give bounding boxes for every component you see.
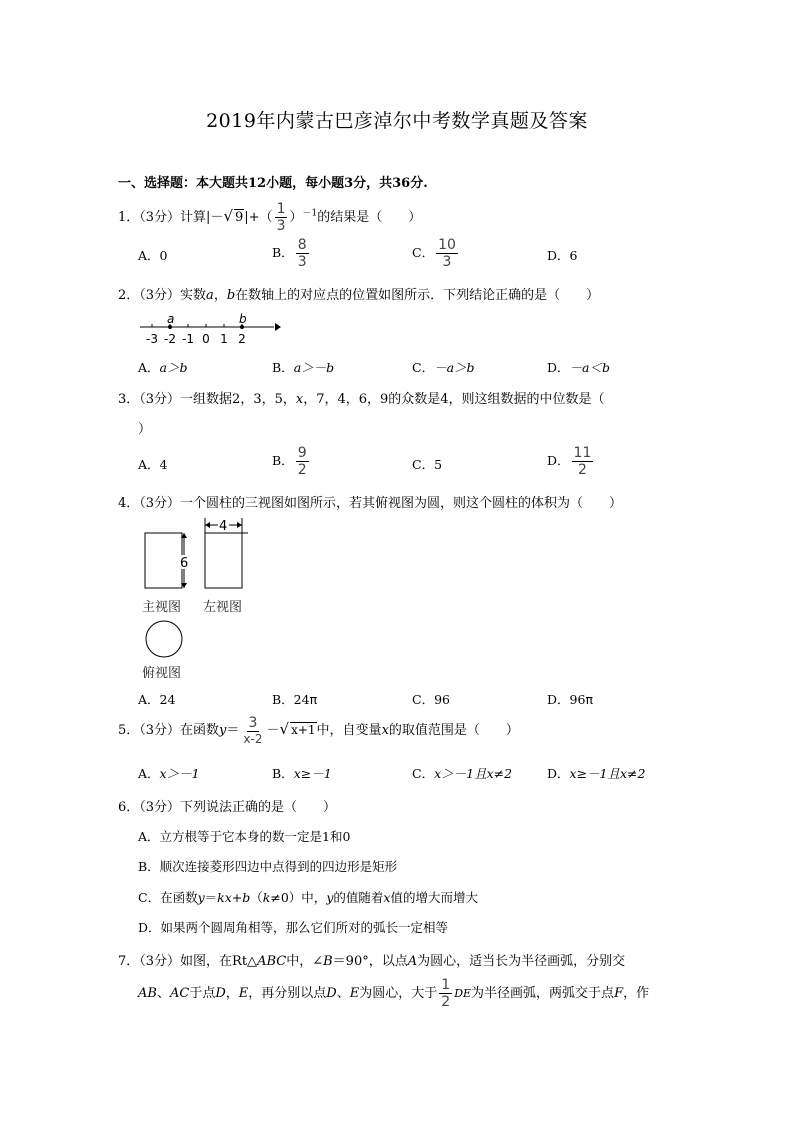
q2-option-a: A．a＞b [138,360,188,375]
q2-option-c: C．－a＞b [412,360,475,375]
q1-option-d: D．6 [547,248,578,263]
question-2-stem: 2．（3分）实数a，b在数轴上的对应点的位置如图所示．下列结论正确的是（ ） [118,288,600,303]
q6-option-d: D．如果两个圆周角相等，那么它们所对的弧长一定相等 [138,920,449,935]
q3-option-d: D． $\frac{11}{2}$ [547,445,592,478]
question-6-stem: 6．（3分）下列说法正确的是（ ） [118,800,337,815]
question-5-stem: 5．（3分）在函数y＝ $\frac{3}{x-2}$ －√ x+1中，自变量x的取值范围是（ ） [118,715,519,746]
top-view-circle [146,621,182,657]
question-7-line2: AB、AC于点D，E，再分别以点D、E为圆心，大于 $\frac{1}{2}$ DE为半径画弧，两弧交于点F，作 [138,977,650,1010]
number-line-tick-label: 0 [202,332,210,346]
arrow-right-icon [237,522,242,528]
arrow-left-icon [205,522,210,528]
q1-option-b: B． $\frac{8}{3}$ [272,237,307,270]
question-3-stem-line2: ） [138,422,152,437]
label-a: a [167,312,175,326]
q4-option-c: C．96 [412,692,450,707]
left-view-rect [205,533,242,588]
q4-option-a: A．24 [138,692,176,707]
front-view-label: 主视图 [142,600,182,615]
number-line-tick-label: 2 [238,332,246,346]
page-title: 2019年内蒙古巴彦淖尔中考数学真题及答案 [206,110,588,132]
label-b: b [239,312,247,326]
section-heading: 一、选择题：本大题共12小题，每小题3分，共36分. [118,176,428,191]
q5-option-d: D．x≥－1且x≠2 [547,766,646,781]
number-line-tick-label: -2 [164,332,176,346]
front-view-rect [145,533,182,588]
number-line-tick-label: -3 [146,332,158,346]
width-label: 4 [219,519,228,534]
height-label: 6 [180,556,189,571]
number-line-tick-label: -1 [182,332,194,346]
question-4-stem: 4．（3分）一个圆柱的三视图如图所示，若其俯视图为圆，则这个圆柱的体积为（ ） [118,496,623,511]
q4-option-b: B．24π [272,692,318,707]
left-view-label: 左视图 [203,600,243,615]
q5-option-c: C．x＞－1且x≠2 [412,766,513,781]
question-7-line1: 7．（3分）如图，在Rt△ABC中，∠B＝90°，以点A为圆心，适当长为半径画弧，分别交 [118,954,626,969]
number-line-figure [138,310,283,350]
q6-option-a: A．立方根等于它本身的数一定是1和0 [138,829,351,844]
q6-option-b: B．顺次连接菱形四边中点得到的四边形是矩形 [138,859,398,874]
q3-option-a: A．4 [138,457,168,472]
question-3-stem: 3．（3分）一组数据2，3，5，x，7，4，6，9的众数是4，则这组数据的中位数是（ [118,392,605,407]
q3-option-b: B． $\frac{9}{2}$ [272,445,307,478]
q2-option-b: B．a＞－b [272,360,335,375]
q5-option-a: A．x＞－1 [138,766,200,781]
q5-option-b: B．x≥－1 [272,766,332,781]
arrow-right-icon [275,323,281,331]
q2-option-d: D．－a＜b [547,360,610,375]
q3-option-c: C．5 [412,457,443,472]
question-1-stem: 1．（3分）计算|－√ 9|+（ $\frac{1}{3}$ ）$^{-1}$的结果是（ ） [118,201,422,234]
top-view-label: 俯视图 [142,666,182,681]
q1-option-c: C． $\frac{10}{3}$ [412,237,456,270]
q6-option-c: C．在函数y＝kx+b（k≠0）中，y的值随着x值的增大而增大 [138,890,478,905]
number-line-tick-label: 1 [220,332,228,346]
q4-option-d: D．96π [547,692,593,707]
q1-option-a: A．0 [138,248,168,263]
